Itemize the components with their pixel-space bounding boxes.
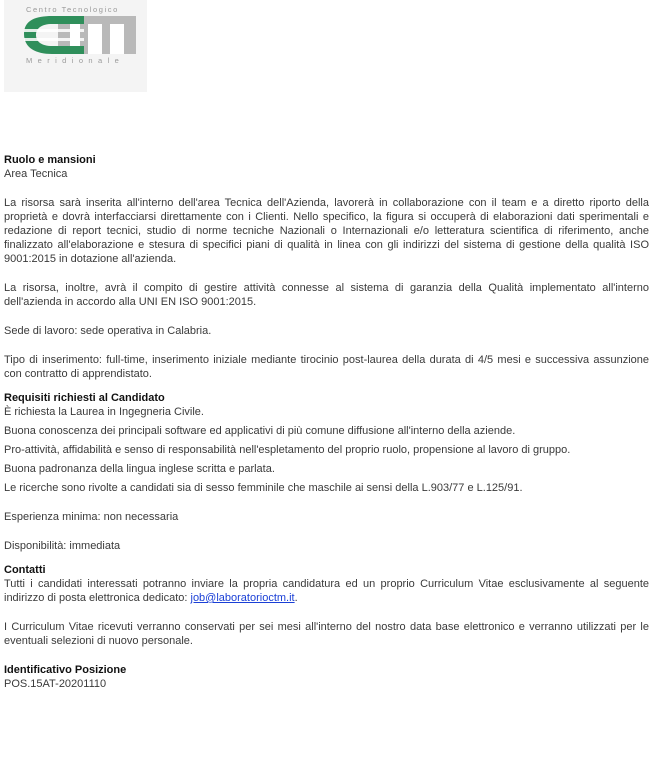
- ctm-logo: [4, 0, 147, 92]
- requisito-item: Pro-attività, affidabilità e senso di responsabilità nell'espletamento del proprio ruolo, propensione al lavoro di gruppo.: [4, 444, 571, 456]
- email-link[interactable]: job@laboratorioctm.it: [190, 592, 295, 604]
- contatti-paragraph-1: Tutti i candidati interessati potranno inviare la propria candidatura ed un proprio Curriculum Vitae esclusivamente al seguente indirizzo di posta elettronica dedicato: job@laboratorioctm.it.: [4, 578, 649, 604]
- contatti-paragraph-2: I Curriculum Vitae ricevuti verranno conservati per sei mesi all'interno del nostro data base elettronico e verranno utilizzati per le eventuali selezioni di nuovo personale.: [4, 621, 649, 647]
- logo-top-text: Centro Tecnologico: [26, 5, 119, 14]
- ruolo-paragraph-1: La risorsa sarà inserita all'interno dell'area Tecnica dell'Azienda, lavorerà in collaborazione con il team e a diretto riporto della proprietà e dovrà interfacciarsi direttamente con i Clienti. Nello specifico, la figura si occuperà di elaborazioni dati sperimentali e redazione di report tecnici, studio di norme tecniche Nazionali o Internazionali e/o letteratura scientifica di riferimento, anche finalizzato all'elaborazione e stesura di specifici piani di qualità in linea con gli indirizzi del sistema di gestione della qualità ISO 9001:2015 in dotazione all'azienda.: [4, 197, 649, 265]
- esperienza-text: Esperienza minima: non necessaria: [4, 511, 179, 523]
- posting-content: [4, 153, 649, 691]
- disponibilita-text: Disponibilità: immediata: [4, 540, 121, 552]
- requisito-item: Le ricerche sono rivolte a candidati sia di sesso femminile che maschile ai sensi della L.903/77 e L.125/91.: [4, 482, 523, 494]
- sede-text: Sede di lavoro: sede operativa in Calabria.: [4, 325, 212, 337]
- ctm-logo-mark: [22, 14, 137, 56]
- position-code: POS.15AT-20201110: [4, 678, 107, 690]
- heading-ruolo: Ruolo e mansioni: [4, 154, 96, 166]
- requisito-item: Buona padronanza della lingua inglese scritta e parlata.: [4, 463, 275, 475]
- heading-contatti: Contatti: [4, 564, 46, 576]
- heading-requisiti: Requisiti richiesti al Candidato: [4, 392, 165, 404]
- ruolo-paragraph-2: La risorsa, inoltre, avrà il compito di gestire attività connesse al sistema di garanzia della Qualità implementato all'interno dell'azienda in accordo alla UNI EN ISO 9001:2015.: [4, 282, 649, 308]
- area-text: Area Tecnica: [4, 168, 68, 180]
- heading-identificativo: Identificativo Posizione: [4, 664, 127, 676]
- tipo-inserimento-text: Tipo di inserimento: full-time, inserimento iniziale mediante tirocinio post-laurea della durata di 4/5 mesi e successiva assunzione con contratto di apprendistato.: [4, 354, 649, 380]
- requisito-item: Buona conoscenza dei principali software ed applicativi di più comune diffusione all'interno della aziende.: [4, 425, 516, 437]
- logo-bottom-text: Meridionale: [26, 56, 125, 65]
- requisito-item: È richiesta la Laurea in Ingegneria Civile.: [4, 406, 204, 418]
